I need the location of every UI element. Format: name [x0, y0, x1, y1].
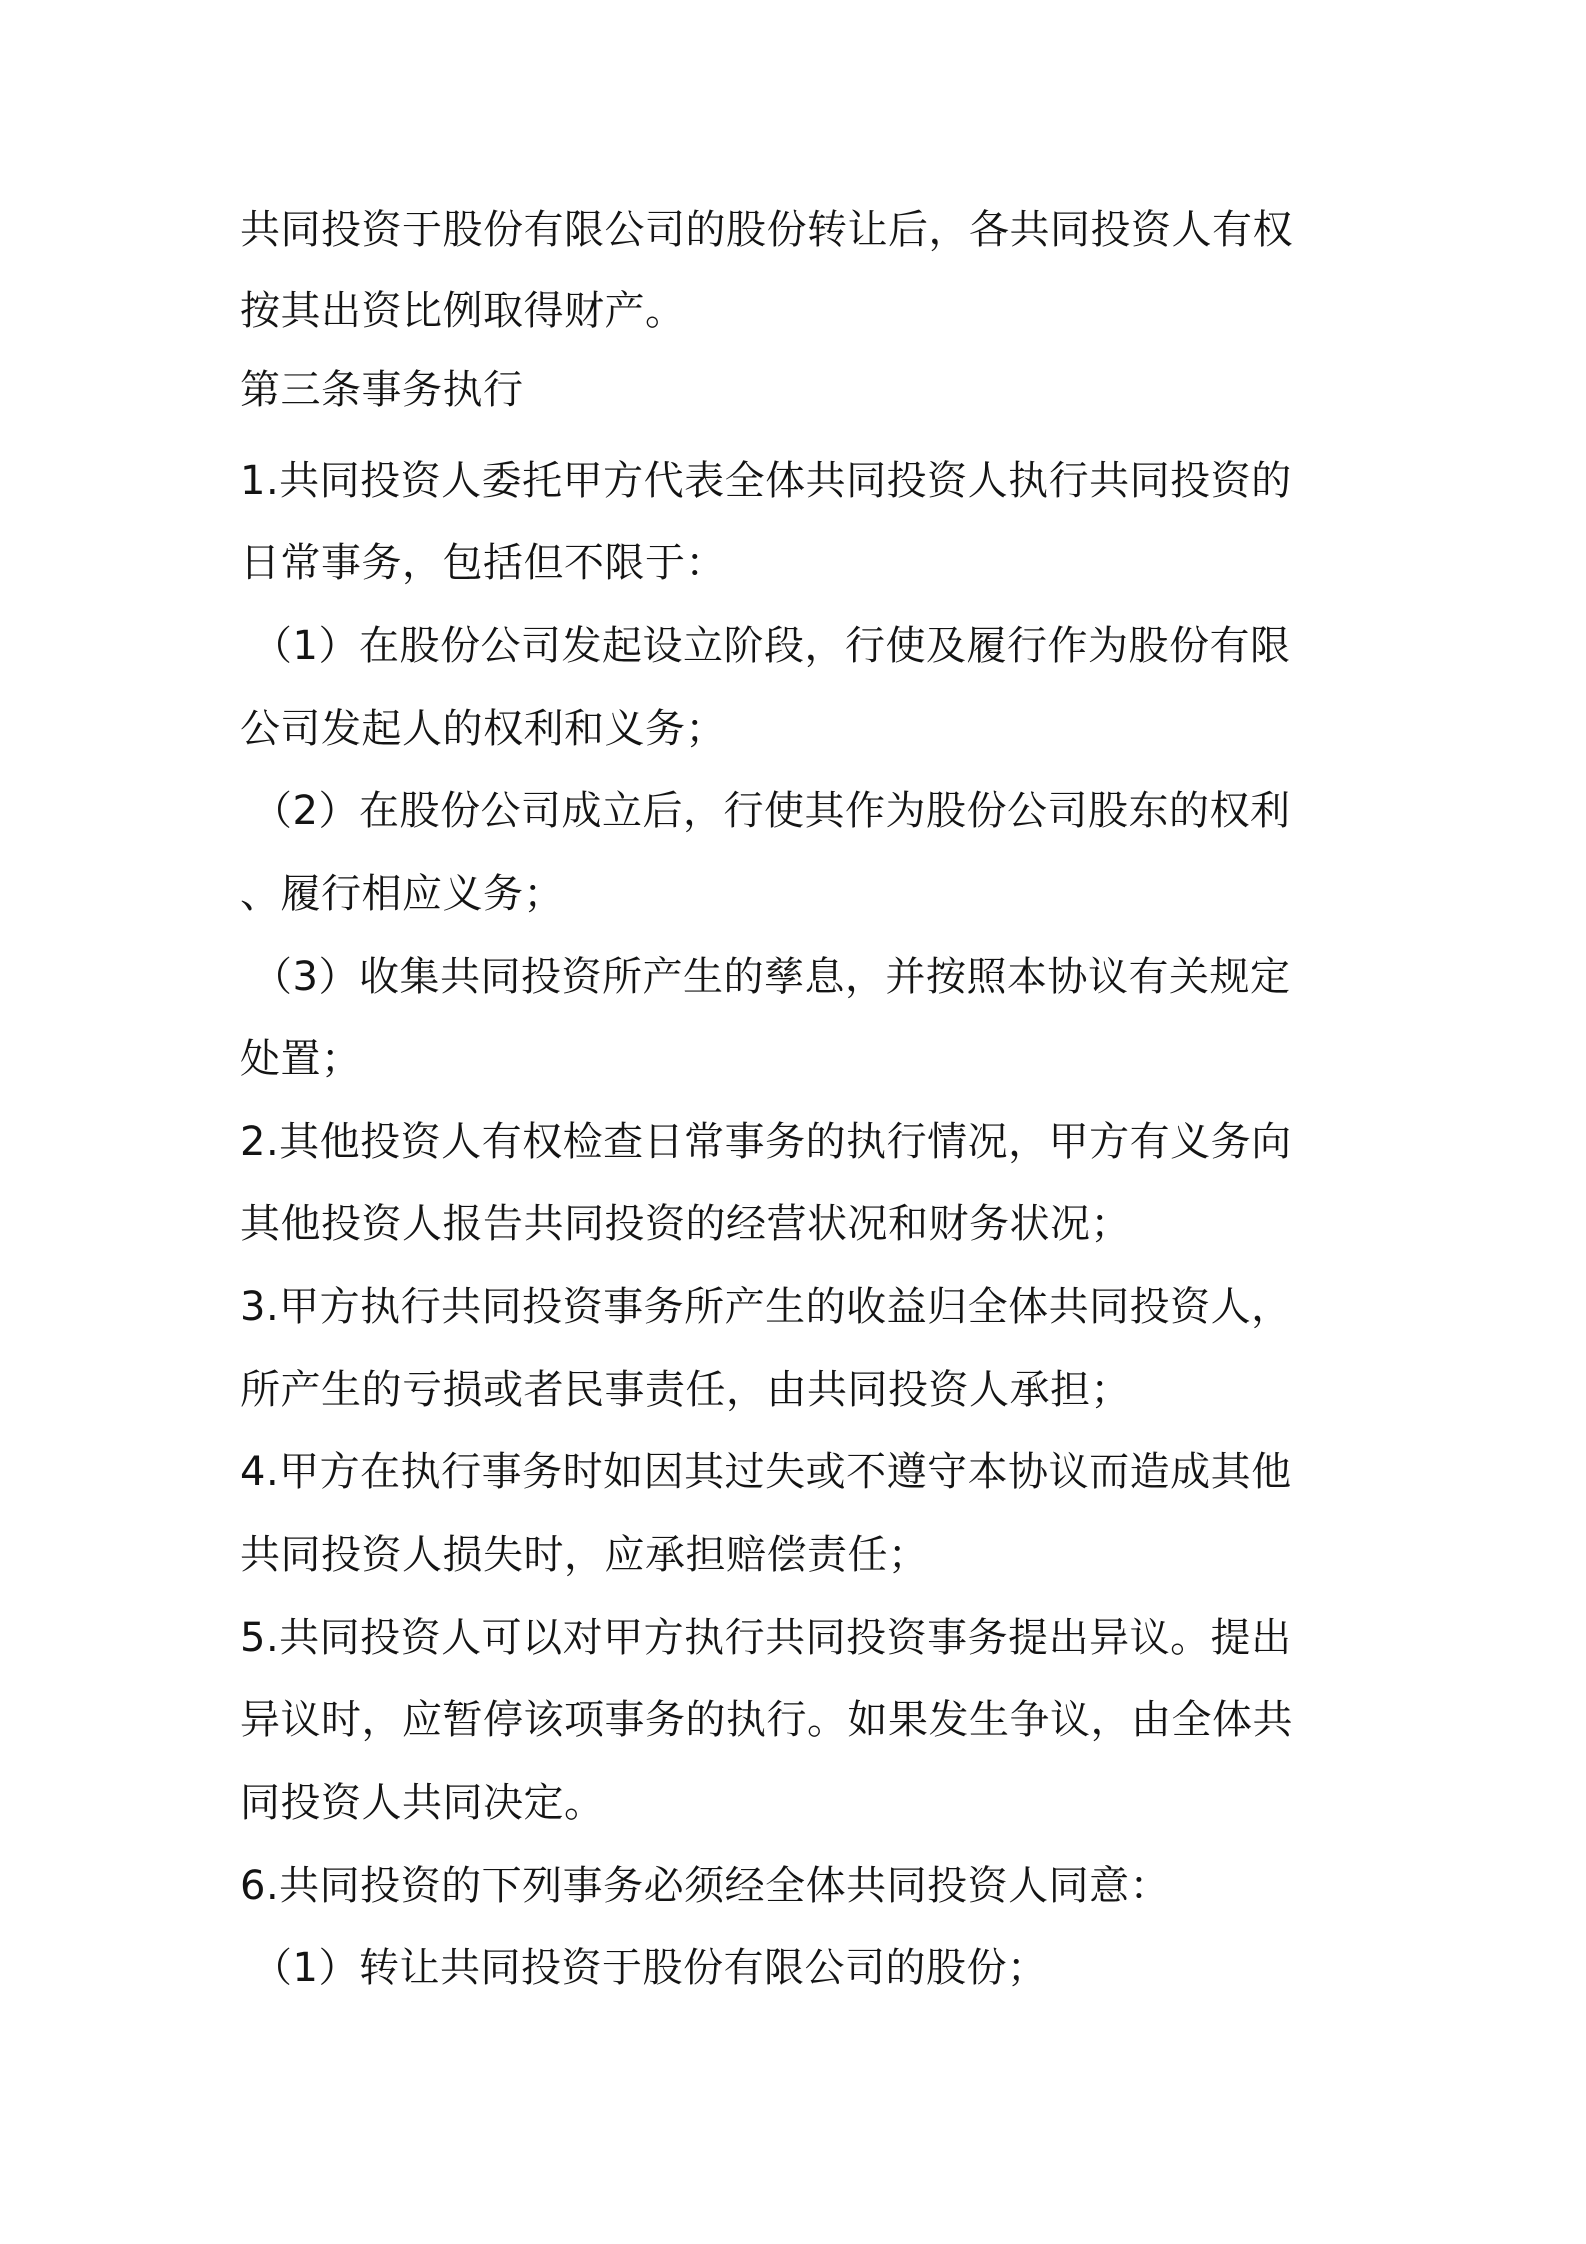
- text-line: 1.共同投资人委托甲方代表全体共同投资人执行共同投资的: [240, 458, 1292, 504]
- text-line: 公司发起人的权利和义务；: [240, 706, 726, 752]
- text-line: 3.甲方执行共同投资事务所产生的收益归全体共同投资人，: [240, 1284, 1292, 1330]
- section-heading: 第三条事务执行: [240, 367, 524, 413]
- text-line: 共同投资于股份有限公司的股份转让后，各共同投资人有权: [240, 207, 1293, 253]
- text-line: 同投资人共同决定。: [240, 1780, 605, 1826]
- text-line: （2）在股份公司成立后，行使其作为股份公司股东的权利: [252, 788, 1291, 834]
- text-line: （1）转让共同投资于股份有限公司的股份；: [252, 1945, 1048, 1991]
- text-line: 、履行相应义务；: [240, 871, 564, 917]
- text-line: 处置；: [240, 1036, 362, 1082]
- text-line: 共同投资人损失时，应承担赔偿责任；: [240, 1532, 929, 1578]
- text-line: 异议时，应暂停该项事务的执行。如果发生争议，由全体共: [240, 1697, 1293, 1743]
- text-line: 4.甲方在执行事务时如因其过失或不遵守本协议而造成其他: [240, 1449, 1292, 1495]
- text-line: 5.共同投资人可以对甲方执行共同投资事务提出异议。提出: [240, 1615, 1292, 1661]
- text-line: 2.其他投资人有权检查日常事务的执行情况，甲方有义务向: [240, 1119, 1292, 1165]
- text-line: 日常事务，包括但不限于：: [240, 540, 726, 586]
- text-line: 所产生的亏损或者民事责任，由共同投资人承担；: [240, 1367, 1131, 1413]
- text-line: 其他投资人报告共同投资的经营状况和财务状况；: [240, 1201, 1131, 1247]
- text-line: 6.共同投资的下列事务必须经全体共同投资人同意：: [240, 1863, 1171, 1909]
- text-line: （1）在股份公司发起设立阶段，行使及履行作为股份有限: [252, 623, 1291, 669]
- text-line: 按其出资比例取得财产。: [240, 288, 686, 334]
- text-line: （3）收集共同投资所产生的孳息，并按照本协议有关规定: [252, 954, 1291, 1000]
